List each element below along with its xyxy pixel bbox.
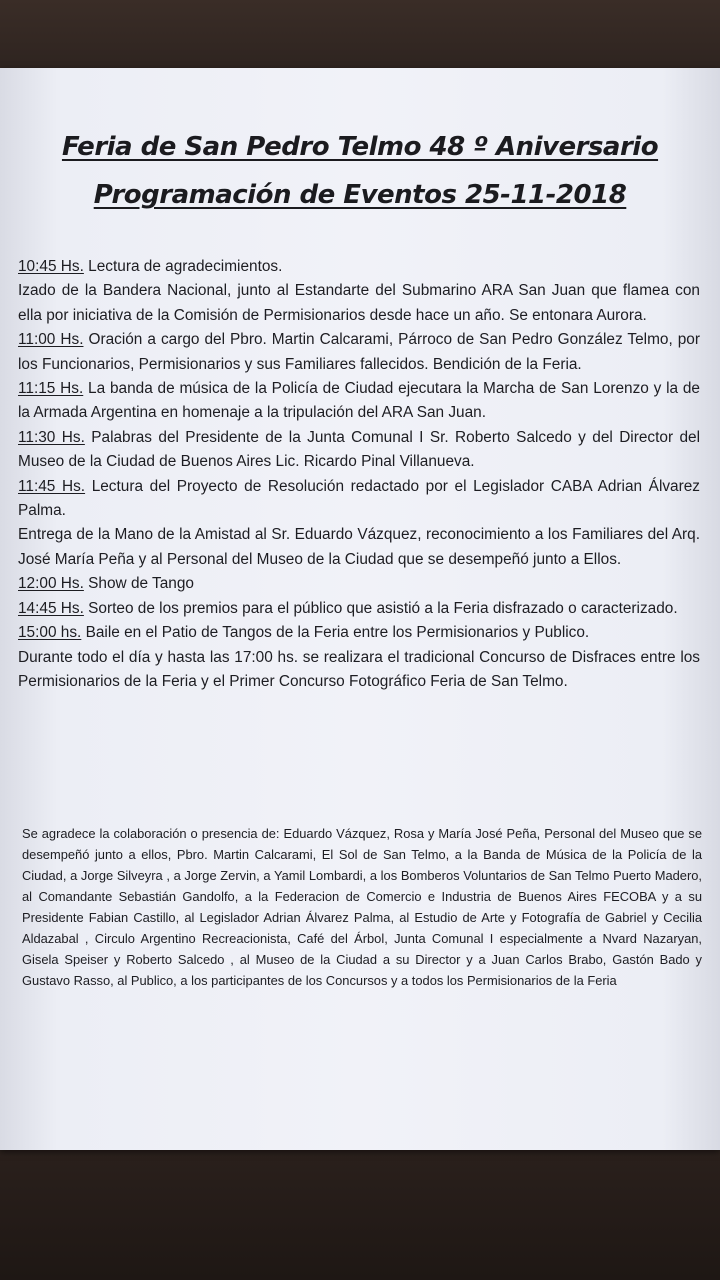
event-time: 10:45 Hs. <box>18 258 84 275</box>
event-text: La banda de música de la Policía de Ciudad ejecutara la Marcha de San Lorenzo y la de la Armada Argentina en homenaje a la tripulación del ARA San Juan. <box>18 380 700 422</box>
event-text: Palabras del Presidente de la Junta Comunal I Sr. Roberto Salcedo y del Director del Museo de la Ciudad de Buenos Aires Lic. Ricardo Pinal Villanueva. <box>18 428 700 471</box>
document-title: Feria de San Pedro Telmo 48 º Aniversario <box>61 132 659 162</box>
event-time: 11:15 Hs. <box>18 380 84 398</box>
event-text: Oración a cargo del Pbro. Martin Calcarami, Párroco de San Pedro González Telmo, por los Funcionarios, Permisionarios y sus Familiares fallecidos. Bendición de la Feria. <box>18 331 700 373</box>
event-text: Entrega de la Mano de la Amistad al Sr. Eduardo Vázquez, reconocimiento a los Familiares del Arq. José María Peña y al Personal del Museo de la Ciudad que se desempeñó junto a Ellos. <box>18 526 700 568</box>
event-entry <box>18 279 700 328</box>
event-entry <box>18 646 700 695</box>
event-time: 11:00 Hs. <box>18 331 84 349</box>
event-text: Baile en el Patio de Tangos de la Feria entre los Permisionarios y Publico. <box>81 624 590 642</box>
event-entry <box>18 597 700 621</box>
event-text: Lectura del Proyecto de Resolución redactado por el Legislador CABA Adrian Álvarez Palma. <box>18 477 700 520</box>
event-entry <box>18 426 700 475</box>
event-time: 11:45 Hs. <box>18 477 86 495</box>
event-entry <box>18 621 700 645</box>
event-time: 15:00 hs. <box>18 624 82 642</box>
event-text: Show de Tango <box>83 575 194 593</box>
event-schedule <box>18 255 700 694</box>
event-text: Sorteo de los premios para el público que asistió a la Feria disfrazado o caracterizado. <box>83 599 678 617</box>
document-subtitle: Programación de Eventos 25-11-2018 <box>93 180 627 210</box>
event-time: 14:45 Hs. <box>18 599 84 617</box>
event-entry <box>18 255 700 279</box>
event-entry <box>18 523 700 572</box>
acknowledgements-paragraph: Se agradece la colaboración o presencia de: Eduardo Vázquez, Rosa y María José Peña, Personal del Museo que se desempeñó junto a ellos, Pbro. Martin Calcarami, El Sol de San Telmo, a la Banda de Música de la Policía de la Ciudad, a Jorge Silveyra , a Jorge Zervin, a Yamil Lombardi, a los Bomberos Voluntarios de San Telmo Puerto Madero, al Comandante Sebastián Gandolfo, a la Federacion de Comercio e Industria de Buenos Aires FECOBA y a su Presidente Fabian Castillo, al Legislador Adrian Álvarez Palma, al Estudio de Arte y Fotografía de Gabriel y Cecilia Aldazabal , Circulo Argentino Recreacionista, Café del Árbol, Junta Comunal I especialmente a Nvard Nazaryan, Gisela Speiser y Roberto Salcedo , al Museo de la Ciudad a su Director y a Juan Carlos Brabo, Gastón Bado y Gustavo Rasso, al Publico, a los participantes de los Concursos y a todos los Permisionarios de la Feria <box>22 826 702 988</box>
event-time: 12:00 Hs. <box>18 575 84 593</box>
event-text: Izado de la Bandera Nacional, junto al Estandarte del Submarino ARA San Juan que flamea con ella por iniciativa de la Comisión de Permisionarios desde hace un año. Se entonara Aurora. <box>18 282 700 324</box>
event-entry <box>18 572 700 596</box>
event-text: Lectura de agradecimientos. <box>83 258 283 275</box>
event-entry <box>18 328 700 377</box>
event-text: Durante todo el día y hasta las 17:00 hs. se realizara el tradicional Concurso de Disfraces entre los Permisionarios de la Feria y el Primer Concurso Fotográfico Feria de San Telmo. <box>18 648 700 690</box>
event-entry <box>18 475 700 524</box>
event-entry <box>18 377 700 426</box>
event-time: 11:30 Hs. <box>18 428 85 446</box>
